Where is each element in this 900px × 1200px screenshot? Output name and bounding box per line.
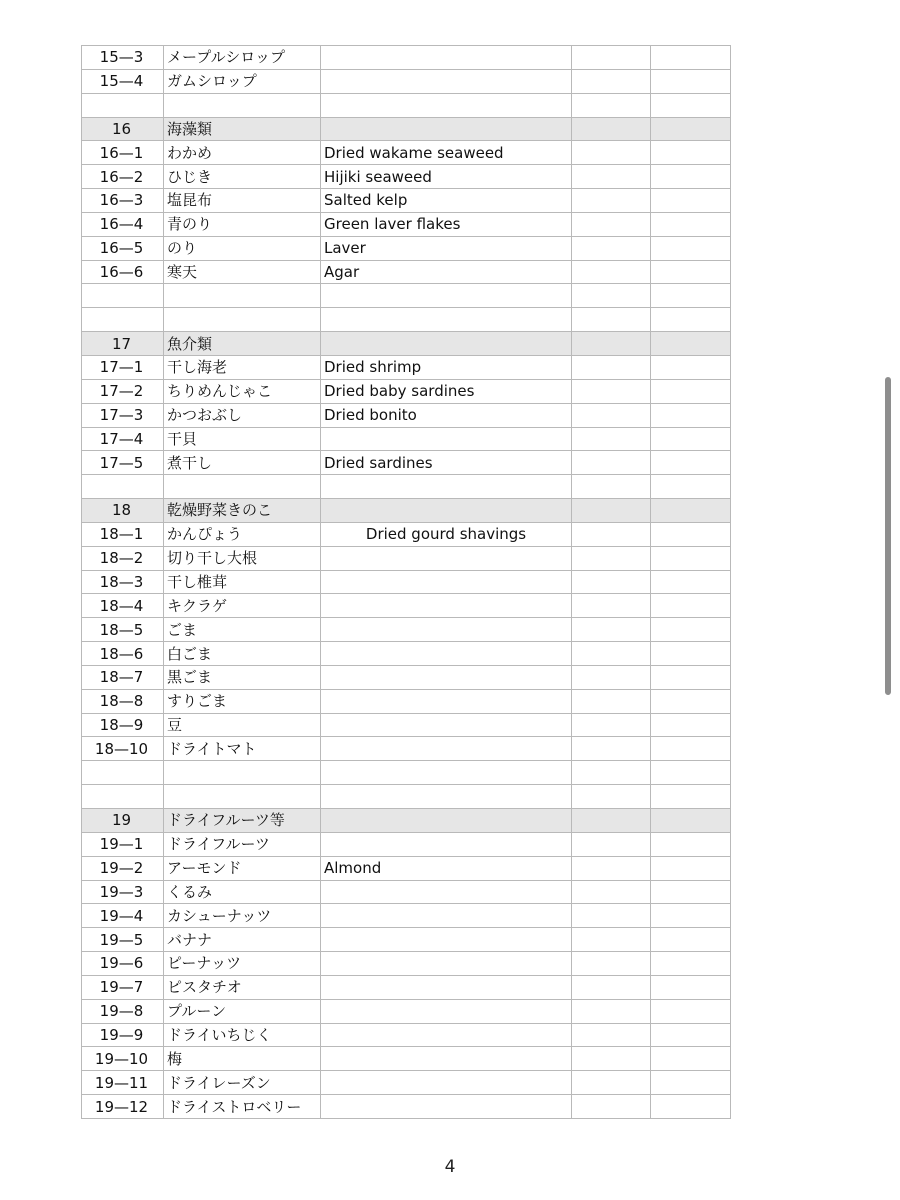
blank-cell xyxy=(651,928,731,952)
food-list-table xyxy=(81,45,731,1119)
blank-cell xyxy=(651,642,731,666)
table-row xyxy=(82,594,731,618)
blank-cell xyxy=(651,785,731,809)
japanese-name-cell: ピスタチオ xyxy=(164,975,321,999)
blank-cell xyxy=(572,737,651,761)
table-row xyxy=(82,737,731,761)
blank-cell xyxy=(651,403,731,427)
english-name-cell xyxy=(321,1095,572,1119)
item-code-cell: 18—4 xyxy=(82,594,164,618)
table-row xyxy=(82,308,731,332)
blank-cell xyxy=(651,904,731,928)
japanese-name-cell: ドライフルーツ xyxy=(164,832,321,856)
table-row xyxy=(82,403,731,427)
japanese-name-cell: 干貝 xyxy=(164,427,321,451)
japanese-name-cell: ガムシロップ xyxy=(164,69,321,93)
table-row xyxy=(82,880,731,904)
table-row xyxy=(82,475,731,499)
blank-cell xyxy=(572,785,651,809)
blank-cell xyxy=(651,975,731,999)
item-code-cell: 17—2 xyxy=(82,379,164,403)
blank-cell xyxy=(572,189,651,213)
item-code-cell: 19—5 xyxy=(82,928,164,952)
japanese-name-cell xyxy=(164,785,321,809)
blank-cell xyxy=(572,999,651,1023)
english-name-cell xyxy=(321,475,572,499)
table-row xyxy=(82,69,731,93)
table-row xyxy=(82,952,731,976)
english-name-cell xyxy=(321,69,572,93)
item-code-cell xyxy=(82,785,164,809)
blank-cell xyxy=(651,284,731,308)
blank-cell xyxy=(651,69,731,93)
blank-cell xyxy=(651,689,731,713)
blank-cell xyxy=(572,689,651,713)
blank-cell xyxy=(572,403,651,427)
english-name-cell xyxy=(321,284,572,308)
english-name-cell xyxy=(321,713,572,737)
blank-cell xyxy=(651,713,731,737)
blank-cell xyxy=(572,1095,651,1119)
blank-cell xyxy=(572,46,651,70)
blank-cell xyxy=(651,308,731,332)
category-header-row xyxy=(82,809,731,833)
japanese-name-cell: キクラゲ xyxy=(164,594,321,618)
english-name-cell xyxy=(321,999,572,1023)
blank-cell xyxy=(651,546,731,570)
item-code-cell xyxy=(82,308,164,332)
blank-cell xyxy=(572,284,651,308)
english-name-cell: Almond xyxy=(321,856,572,880)
table-row xyxy=(82,832,731,856)
english-name-cell: Salted kelp xyxy=(321,189,572,213)
table-row xyxy=(82,260,731,284)
english-name-cell xyxy=(321,46,572,70)
english-name-cell xyxy=(321,117,572,141)
item-code-cell: 19—11 xyxy=(82,1071,164,1095)
english-name-cell: Dried wakame seaweed xyxy=(321,141,572,165)
english-name-cell xyxy=(321,642,572,666)
item-code-cell: 18—2 xyxy=(82,546,164,570)
table-row xyxy=(82,141,731,165)
item-code-cell: 17—1 xyxy=(82,355,164,379)
item-code-cell: 15—4 xyxy=(82,69,164,93)
blank-cell xyxy=(651,260,731,284)
blank-cell xyxy=(572,165,651,189)
item-code-cell: 16 xyxy=(82,117,164,141)
blank-cell xyxy=(651,189,731,213)
item-code-cell: 19—1 xyxy=(82,832,164,856)
japanese-name-cell: くるみ xyxy=(164,880,321,904)
english-name-cell xyxy=(321,332,572,356)
item-code-cell: 16—1 xyxy=(82,141,164,165)
blank-cell xyxy=(651,165,731,189)
table-row xyxy=(82,856,731,880)
item-code-cell: 17—5 xyxy=(82,451,164,475)
blank-cell xyxy=(572,880,651,904)
english-name-cell: Laver xyxy=(321,236,572,260)
blank-cell xyxy=(572,665,651,689)
english-name-cell xyxy=(321,689,572,713)
japanese-name-cell xyxy=(164,761,321,785)
japanese-name-cell: カシューナッツ xyxy=(164,904,321,928)
item-code-cell xyxy=(82,475,164,499)
japanese-name-cell: のり xyxy=(164,236,321,260)
blank-cell xyxy=(572,117,651,141)
item-code-cell: 16—4 xyxy=(82,212,164,236)
table-row xyxy=(82,355,731,379)
japanese-name-cell: ドライフルーツ等 xyxy=(164,809,321,833)
blank-cell xyxy=(572,427,651,451)
scrollbar-thumb[interactable] xyxy=(885,377,891,695)
english-name-cell xyxy=(321,975,572,999)
table-row xyxy=(82,93,731,117)
table-row xyxy=(82,284,731,308)
english-name-cell xyxy=(321,499,572,523)
blank-cell xyxy=(651,570,731,594)
item-code-cell: 19 xyxy=(82,809,164,833)
blank-cell xyxy=(572,618,651,642)
blank-cell xyxy=(651,451,731,475)
item-code-cell: 17—4 xyxy=(82,427,164,451)
japanese-name-cell: 梅 xyxy=(164,1047,321,1071)
blank-cell xyxy=(572,379,651,403)
japanese-name-cell: 干し椎茸 xyxy=(164,570,321,594)
japanese-name-cell: 切り干し大根 xyxy=(164,546,321,570)
english-name-cell: Agar xyxy=(321,260,572,284)
blank-cell xyxy=(651,618,731,642)
blank-cell xyxy=(572,355,651,379)
blank-cell xyxy=(572,928,651,952)
japanese-name-cell: ちりめんじゃこ xyxy=(164,379,321,403)
japanese-name-cell: わかめ xyxy=(164,141,321,165)
blank-cell xyxy=(572,475,651,499)
blank-cell xyxy=(651,212,731,236)
blank-cell xyxy=(572,856,651,880)
blank-cell xyxy=(572,809,651,833)
japanese-name-cell: 海藻類 xyxy=(164,117,321,141)
item-code-cell: 15—3 xyxy=(82,46,164,70)
blank-cell xyxy=(651,355,731,379)
english-name-cell xyxy=(321,880,572,904)
blank-cell xyxy=(651,427,731,451)
item-code-cell: 19—4 xyxy=(82,904,164,928)
category-header-row xyxy=(82,117,731,141)
item-code-cell: 19—6 xyxy=(82,952,164,976)
english-name-cell xyxy=(321,546,572,570)
item-code-cell: 16—2 xyxy=(82,165,164,189)
table-row xyxy=(82,904,731,928)
blank-cell xyxy=(651,117,731,141)
blank-cell xyxy=(651,761,731,785)
item-code-cell: 17—3 xyxy=(82,403,164,427)
blank-cell xyxy=(651,809,731,833)
english-name-cell xyxy=(321,928,572,952)
category-header-row xyxy=(82,332,731,356)
blank-cell xyxy=(572,832,651,856)
blank-cell xyxy=(572,761,651,785)
english-name-cell xyxy=(321,952,572,976)
blank-cell xyxy=(651,475,731,499)
blank-cell xyxy=(651,1047,731,1071)
item-code-cell xyxy=(82,761,164,785)
table-row xyxy=(82,379,731,403)
item-code-cell xyxy=(82,284,164,308)
blank-cell xyxy=(572,236,651,260)
japanese-name-cell xyxy=(164,284,321,308)
japanese-name-cell: ドライいちじく xyxy=(164,1023,321,1047)
japanese-name-cell: かんぴょう xyxy=(164,522,321,546)
blank-cell xyxy=(651,952,731,976)
item-code-cell: 18 xyxy=(82,499,164,523)
japanese-name-cell: アーモンド xyxy=(164,856,321,880)
item-code-cell: 18—8 xyxy=(82,689,164,713)
english-name-cell: Dried sardines xyxy=(321,451,572,475)
table-row xyxy=(82,1023,731,1047)
english-name-cell: Dried shrimp xyxy=(321,355,572,379)
table-row xyxy=(82,642,731,666)
blank-cell xyxy=(651,93,731,117)
english-name-cell xyxy=(321,737,572,761)
english-name-cell xyxy=(321,785,572,809)
blank-cell xyxy=(572,1071,651,1095)
table-row xyxy=(82,1095,731,1119)
item-code-cell: 16—5 xyxy=(82,236,164,260)
japanese-name-cell xyxy=(164,308,321,332)
english-name-cell xyxy=(321,761,572,785)
table-row xyxy=(82,189,731,213)
item-code-cell: 19—3 xyxy=(82,880,164,904)
table-row xyxy=(82,689,731,713)
blank-cell xyxy=(651,1023,731,1047)
japanese-name-cell xyxy=(164,93,321,117)
english-name-cell xyxy=(321,618,572,642)
table-row xyxy=(82,785,731,809)
japanese-name-cell: 豆 xyxy=(164,713,321,737)
item-code-cell: 17 xyxy=(82,332,164,356)
item-code-cell: 16—6 xyxy=(82,260,164,284)
item-code-cell: 18—7 xyxy=(82,665,164,689)
english-name-cell xyxy=(321,93,572,117)
table-row xyxy=(82,1071,731,1095)
category-header-row xyxy=(82,499,731,523)
blank-cell xyxy=(572,952,651,976)
english-name-cell xyxy=(321,809,572,833)
item-code-cell: 18—3 xyxy=(82,570,164,594)
table-row xyxy=(82,427,731,451)
english-name-cell: Green laver flakes xyxy=(321,212,572,236)
japanese-name-cell: 白ごま xyxy=(164,642,321,666)
blank-cell xyxy=(651,1071,731,1095)
table-row xyxy=(82,928,731,952)
blank-cell xyxy=(651,856,731,880)
table-row xyxy=(82,546,731,570)
table-row xyxy=(82,665,731,689)
blank-cell xyxy=(572,904,651,928)
blank-cell xyxy=(572,260,651,284)
japanese-name-cell: ごま xyxy=(164,618,321,642)
table-body xyxy=(82,46,731,1119)
japanese-name-cell: 煮干し xyxy=(164,451,321,475)
japanese-name-cell: 乾燥野菜きのこ xyxy=(164,499,321,523)
blank-cell xyxy=(651,1095,731,1119)
table-row xyxy=(82,761,731,785)
blank-cell xyxy=(572,1023,651,1047)
item-code-cell: 18—1 xyxy=(82,522,164,546)
item-code-cell: 19—9 xyxy=(82,1023,164,1047)
blank-cell xyxy=(651,880,731,904)
blank-cell xyxy=(572,332,651,356)
blank-cell xyxy=(572,69,651,93)
japanese-name-cell: 干し海老 xyxy=(164,355,321,379)
blank-cell xyxy=(651,379,731,403)
blank-cell xyxy=(651,46,731,70)
item-code-cell: 18—9 xyxy=(82,713,164,737)
item-code-cell xyxy=(82,93,164,117)
english-name-cell xyxy=(321,594,572,618)
japanese-name-cell: ドライストロベリー xyxy=(164,1095,321,1119)
japanese-name-cell: 黒ごま xyxy=(164,665,321,689)
table-row xyxy=(82,165,731,189)
blank-cell xyxy=(572,1047,651,1071)
blank-cell xyxy=(572,141,651,165)
english-name-cell: Dried bonito xyxy=(321,403,572,427)
blank-cell xyxy=(572,570,651,594)
item-code-cell: 18—6 xyxy=(82,642,164,666)
table-row xyxy=(82,570,731,594)
item-code-cell: 19—2 xyxy=(82,856,164,880)
table-row xyxy=(82,618,731,642)
blank-cell xyxy=(572,713,651,737)
table-row xyxy=(82,451,731,475)
blank-cell xyxy=(572,594,651,618)
blank-cell xyxy=(651,594,731,618)
item-code-cell: 16—3 xyxy=(82,189,164,213)
page-number: 4 xyxy=(444,1157,456,1177)
blank-cell xyxy=(651,141,731,165)
japanese-name-cell: 魚介類 xyxy=(164,332,321,356)
japanese-name-cell: ひじき xyxy=(164,165,321,189)
item-code-cell: 19—7 xyxy=(82,975,164,999)
english-name-cell xyxy=(321,904,572,928)
english-name-cell: Dried baby sardines xyxy=(321,379,572,403)
table-row xyxy=(82,975,731,999)
blank-cell xyxy=(651,522,731,546)
english-name-cell xyxy=(321,308,572,332)
japanese-name-cell: 寒天 xyxy=(164,260,321,284)
japanese-name-cell: メープルシロップ xyxy=(164,46,321,70)
blank-cell xyxy=(572,308,651,332)
english-name-cell xyxy=(321,570,572,594)
blank-cell xyxy=(651,236,731,260)
japanese-name-cell xyxy=(164,475,321,499)
item-code-cell: 19—12 xyxy=(82,1095,164,1119)
table-row xyxy=(82,713,731,737)
japanese-name-cell: すりごま xyxy=(164,689,321,713)
blank-cell xyxy=(572,93,651,117)
japanese-name-cell: バナナ xyxy=(164,928,321,952)
japanese-name-cell: 青のり xyxy=(164,212,321,236)
english-name-cell xyxy=(321,1071,572,1095)
english-name-cell xyxy=(321,427,572,451)
english-name-cell: Dried gourd shavings xyxy=(321,522,572,546)
japanese-name-cell: ドライレーズン xyxy=(164,1071,321,1095)
english-name-cell xyxy=(321,665,572,689)
japanese-name-cell: ピーナッツ xyxy=(164,952,321,976)
english-name-cell xyxy=(321,1047,572,1071)
item-code-cell: 19—10 xyxy=(82,1047,164,1071)
english-name-cell xyxy=(321,832,572,856)
english-name-cell xyxy=(321,1023,572,1047)
item-code-cell: 19—8 xyxy=(82,999,164,1023)
blank-cell xyxy=(572,522,651,546)
table-row xyxy=(82,522,731,546)
japanese-name-cell: ドライトマト xyxy=(164,737,321,761)
blank-cell xyxy=(651,999,731,1023)
blank-cell xyxy=(651,665,731,689)
table-row xyxy=(82,236,731,260)
japanese-name-cell: プルーン xyxy=(164,999,321,1023)
table-row xyxy=(82,46,731,70)
table-row xyxy=(82,1047,731,1071)
blank-cell xyxy=(572,975,651,999)
japanese-name-cell: 塩昆布 xyxy=(164,189,321,213)
blank-cell xyxy=(572,499,651,523)
japanese-name-cell: かつおぶし xyxy=(164,403,321,427)
blank-cell xyxy=(651,332,731,356)
blank-cell xyxy=(572,212,651,236)
blank-cell xyxy=(572,546,651,570)
english-name-cell: Hijiki seaweed xyxy=(321,165,572,189)
table-row xyxy=(82,999,731,1023)
blank-cell xyxy=(572,451,651,475)
blank-cell xyxy=(651,737,731,761)
blank-cell xyxy=(651,499,731,523)
item-code-cell: 18—10 xyxy=(82,737,164,761)
blank-cell xyxy=(651,832,731,856)
item-code-cell: 18—5 xyxy=(82,618,164,642)
blank-cell xyxy=(572,642,651,666)
table-row xyxy=(82,212,731,236)
